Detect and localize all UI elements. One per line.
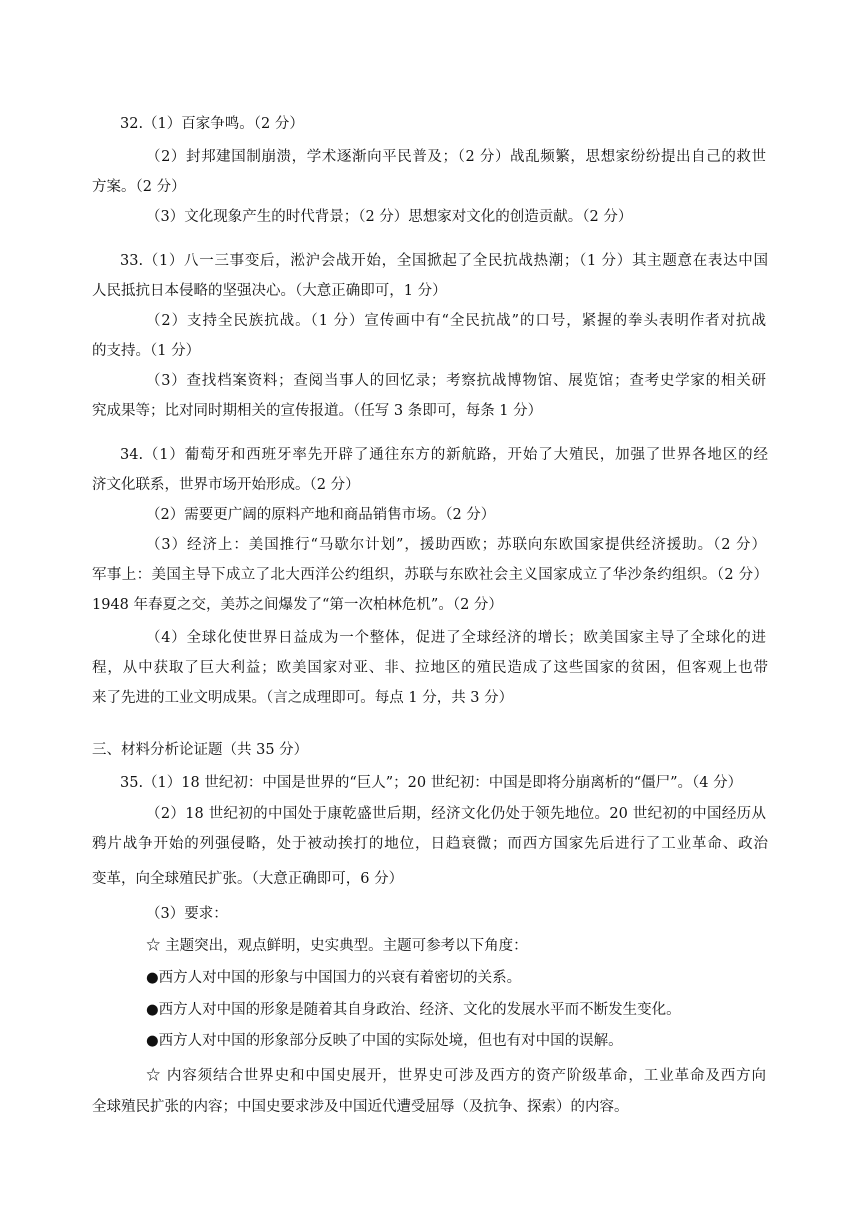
q34-part3-line3: 1948 年春夏之交，美苏之间爆发了“第一次柏林危机”。（2 分）	[92, 597, 503, 613]
q35-bullet-3: ●西方人对中国的形象部分反映了中国的实际处境，但也有对中国的误解。	[146, 1033, 623, 1049]
q35-requirement-2-line1: ☆ 内容须结合世界史和中国史展开，世界史可涉及西方的资产阶级革命，工业革命及西方向	[146, 1068, 766, 1084]
q35-requirement-2-line2: 全球殖民扩张的内容；中国史要求涉及中国近代遭受屈辱（及抗争、探索）的内容。	[92, 1099, 629, 1115]
q35-bullet-1: ●西方人对中国的形象与中国国力的兴衰有着密切的关系。	[146, 970, 522, 986]
q32-part2-line1: （2）封邦建国制崩溃，学术逐渐向平民普及；（2 分）战乱频繁，思想家纷纷提出自己的救世	[146, 149, 766, 165]
q35-part2-line3: 变革，向全球殖民扩张。（大意正确即可，6 分）	[92, 871, 404, 887]
q33-part1-line2: 人民抵抗日本侵略的坚强决心。（大意正确即可，1 分）	[92, 283, 447, 299]
section-three-heading: 三、材料分析论证题（共 35 分）	[92, 742, 309, 758]
q33-part2-line2: 的支持。（1 分）	[92, 343, 201, 359]
q33-part1-line1: 33.（1）八一三事变后，淞沪会战开始，全国掀起了全民抗战热潮；（1 分）其主题意在表达中国	[120, 253, 768, 269]
q32-part2-line2: 方案。（2 分）	[92, 179, 186, 195]
q32-part3: （3）文化现象产生的时代背景；（2 分）思想家对文化的创造贡献。（2 分）	[146, 209, 633, 225]
q34-part4-line1: （4）全球化使世界日益成为一个整体，促进了全球经济的增长；欧美国家主导了全球化的进	[146, 630, 766, 646]
q33-part3-line2: 究成果等；比对同时期相关的宣传报道。（任写 3 条即可，每条 1 分）	[92, 403, 543, 419]
q33-part2-line1: （2）支持全民族抗战。（1 分）宣传画中有“全民抗战”的口号，紧握的拳头表明作者对抗战	[146, 313, 766, 329]
q34-part1-line2: 济文化联系，世界市场开始形成。（2 分）	[92, 477, 360, 493]
q35-part2-line2: 鸦片战争开始的列强侵略，处于被动挨打的地位，日趋衰微；而西方国家先后进行了工业革命、政治	[92, 836, 768, 852]
q35-part1: 35.（1）18 世纪初：中国是世界的“巨人”；20 世纪初：中国是即将分崩离析的“僵尸”。（4 分）	[120, 775, 743, 791]
q35-bullet-2: ●西方人对中国的形象是随着其自身政治、经济、文化的发展水平而不断发生变化。	[146, 1002, 681, 1018]
q34-part1-line1: 34.（1）葡萄牙和西班牙率先开辟了通往东方的新航路，开始了大殖民，加强了世界各地区的经	[120, 447, 768, 463]
q35-part3-label: （3）要求：	[146, 906, 228, 922]
q35-part2-line1: （2）18 世纪初的中国处于康乾盛世后期，经济文化仍处于领先地位。20 世纪初的中国经历从	[146, 806, 766, 822]
q33-part3-line1: （3）查找档案资料；查阅当事人的回忆录；考察抗战博物馆、展览馆；查考史学家的相关研	[146, 373, 766, 389]
q34-part4-line3: 来了先进的工业文明成果。（言之成理即可。每点 1 分，共 3 分）	[92, 690, 514, 706]
q34-part3-line1: （3）经济上：美国推行“马歇尔计划”，援助西欧；苏联向东欧国家提供经济援助。（2 分）	[146, 537, 766, 553]
q34-part4-line2: 程，从中获取了巨大利益；欧美国家对亚、非、拉地区的殖民造成了这些国家的贫困，但客观上也带	[92, 660, 768, 676]
q34-part3-line2: 军事上：美国主导下成立了北大西洋公约组织，苏联与东欧社会主义国家成立了华沙条约组织。（2 分）	[92, 567, 768, 583]
q35-requirement-1: ☆ 主题突出，观点鲜明，史实典型。主题可参考以下角度：	[146, 938, 528, 954]
q34-part2: （2）需要更广阔的原料产地和商品销售市场。（2 分）	[146, 507, 496, 523]
q32-part1: 32.（1）百家争鸣。（2 分）	[120, 116, 304, 132]
